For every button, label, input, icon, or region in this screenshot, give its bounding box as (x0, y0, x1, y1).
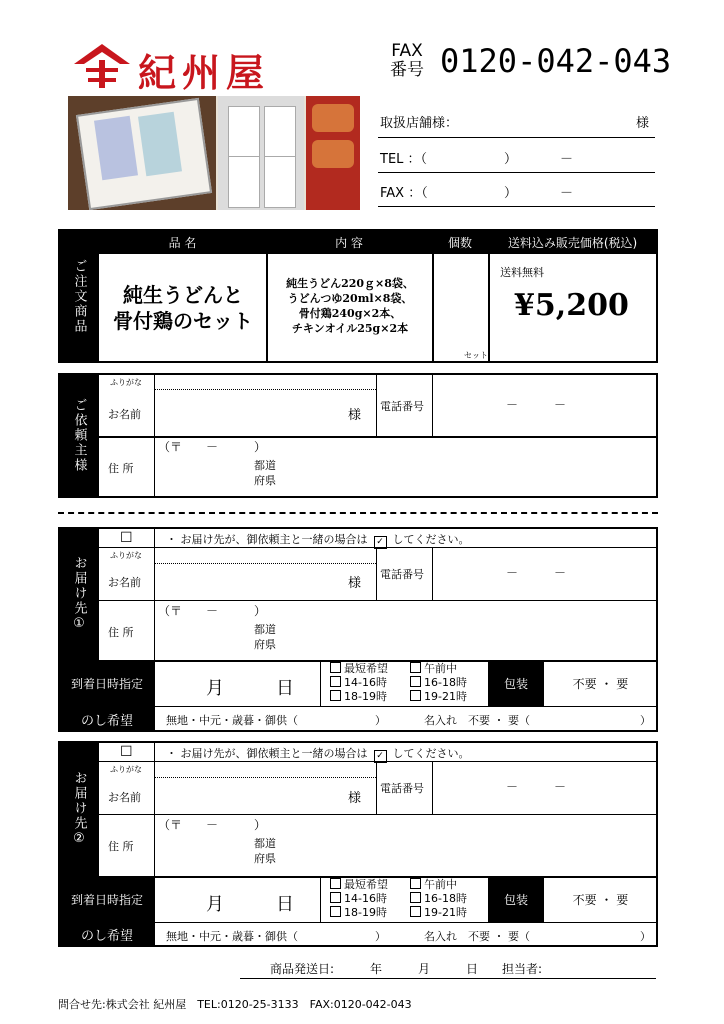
delivery-2-date-label: 到着日時指定 (59, 877, 155, 922)
delivery-1-same-checkbox[interactable]: ☐ (120, 530, 133, 546)
col-price-header: 送料込み販売価格(税込) (507, 235, 638, 250)
product-photo (68, 96, 360, 210)
ship-date: 商品発送日: 年 月 日 担当者: (270, 962, 543, 976)
product-name: 純生うどんと 骨付鶏のセット (113, 283, 253, 333)
store-line (378, 137, 655, 138)
col-name-header: 品 名 (168, 235, 197, 250)
shipping-note: 送料無料 (500, 266, 544, 279)
logo-mark-icon (72, 42, 132, 90)
col-content-header: 内 容 (335, 235, 363, 250)
fax-line-label[interactable]: FAX ：（ (380, 186, 428, 201)
product-content: 純生うどん220ｇ×8袋、 うどんつゆ20ml×8袋、 骨付鶏240g×2本、 チキンオイル25g×2本 (286, 277, 414, 335)
requester-side-label: ご依頼主様 (59, 374, 99, 497)
col-qty-header: 個数 (447, 235, 472, 250)
fax-line (378, 206, 655, 207)
delivery-1-wrap-options[interactable]: 不要 ・ 要 (572, 677, 629, 691)
contact-info: 問合せ先:株式会社 紀州屋 TEL:0120-25-3133 FAX:0120-042-043 (58, 998, 412, 1011)
requester-name-label: お名前 (108, 408, 141, 421)
tel-line (378, 172, 655, 173)
cut-line (58, 512, 658, 514)
order-side-label: ご注文商品 (59, 230, 99, 362)
brand-name: 紀州屋 (138, 50, 271, 95)
tel-label[interactable]: TEL ：（ (380, 152, 428, 167)
delivery-2-same-checkbox[interactable]: ☐ (120, 744, 133, 760)
delivery-1-wrap-label: 包装 (488, 661, 544, 706)
fax-label: FAX 番号 (390, 41, 424, 80)
delivery-2-wrap-options[interactable]: 不要 ・ 要 (572, 893, 629, 907)
store-label: 取扱店舗様： (380, 116, 459, 131)
delivery-2-noshi-label: のし希望 (59, 923, 155, 946)
store-suffix: 様 (636, 116, 650, 131)
delivery-2-times[interactable]: 最短希望 14-16時 18-19時 (330, 878, 388, 920)
delivery-2-wrap-label: 包装 (488, 877, 544, 922)
check-icon: ✓ (374, 750, 387, 763)
fax-number: 0120-042-043 (440, 42, 672, 80)
requester-phone-label: 電話番号 (380, 400, 424, 413)
check-icon: ✓ (374, 536, 387, 549)
delivery-1-times[interactable]: 最短希望 14-16時 18-19時 (330, 662, 490, 704)
brand-logo (72, 40, 272, 95)
qty-unit: セット (464, 351, 488, 360)
delivery-1-date-label: 到着日時指定 (59, 661, 155, 706)
delivery-1-noshi-label: のし希望 (59, 707, 155, 731)
delivery-1-side-label: お届け先① (59, 528, 99, 660)
delivery-2-side-label: お届け先② (59, 742, 99, 876)
price: ¥5,200 (514, 288, 629, 323)
requester-address-label: 住 所 (108, 462, 134, 475)
